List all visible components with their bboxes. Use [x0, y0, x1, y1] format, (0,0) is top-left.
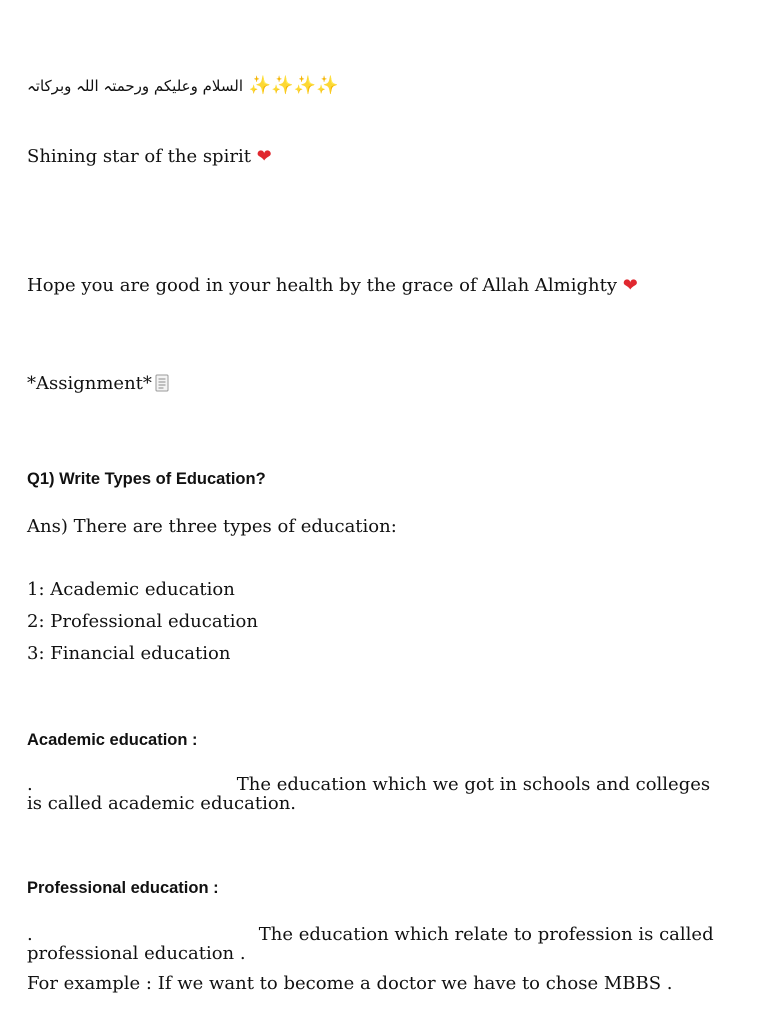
academic-heading: Academic education :	[27, 731, 198, 749]
academic-body: The education which we got in schools and colleges is called academic education.	[27, 774, 711, 814]
list-item: 1: Academic education	[27, 579, 235, 600]
professional-body: The education which relate to profession is called professional education .	[27, 924, 714, 964]
spirit-text: Shining star of the spirit	[27, 146, 257, 167]
sparkles-icon: ✨✨✨✨	[248, 75, 339, 96]
heart-icon: ❤	[256, 146, 272, 167]
greeting-line	[27, 76, 338, 96]
paragraph-dot: .	[27, 774, 33, 795]
scroll-icon	[154, 374, 170, 392]
heart-icon: ❤	[622, 275, 638, 296]
paragraph-dot: .	[27, 924, 33, 945]
greeting-arabic: السلام وعليكم ورحمتہ اللہ وبرکاتہ	[27, 77, 243, 95]
assignment-line	[27, 374, 170, 394]
academic-paragraph	[27, 775, 717, 813]
health-text: Hope you are good in your health by the grace of Allah Almighty	[27, 275, 623, 296]
question-heading: Q1) Write Types of Education?	[27, 470, 266, 488]
list-item: 3: Financial education	[27, 643, 231, 664]
assignment-label: *Assignment*	[27, 373, 152, 394]
list-item: 2: Professional education	[27, 611, 258, 632]
answer-intro: Ans) There are three types of education:	[27, 516, 397, 537]
professional-heading: Professional education :	[27, 879, 219, 897]
professional-paragraph	[27, 925, 717, 963]
professional-example: For example : If we want to become a doctor we have to chose MBBS .	[27, 973, 673, 994]
spirit-line	[27, 147, 272, 167]
health-line	[27, 276, 638, 296]
